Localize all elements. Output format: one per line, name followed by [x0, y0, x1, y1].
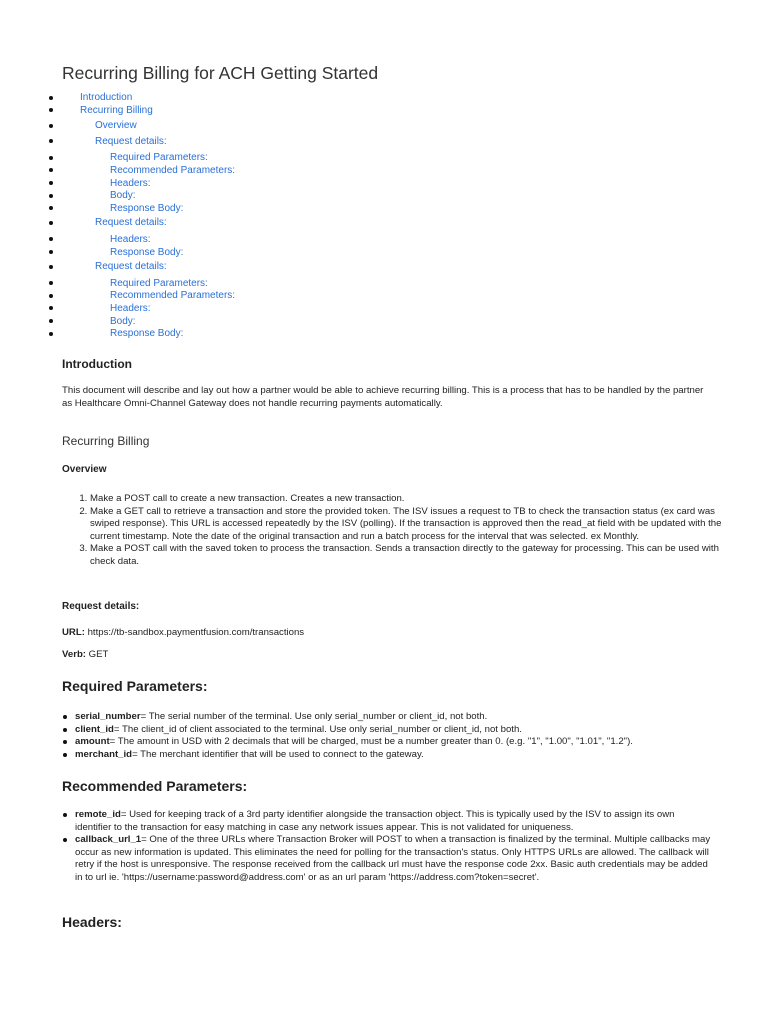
toc-link[interactable]: Request details: — [62, 261, 362, 274]
toc-link[interactable]: Body: — [62, 190, 362, 203]
recommended-parameters-heading: Recommended Parameters: — [62, 778, 248, 794]
param-item — [62, 749, 712, 762]
toc-link[interactable]: Recommended Parameters: — [62, 290, 362, 303]
overview-heading: Overview — [62, 464, 107, 475]
recurring-billing-heading: Recurring Billing — [62, 434, 150, 448]
step-item: 3. Make a POST call with the saved token to process the transaction. Sends a transaction directly to the gateway for processing. This can be used with check data. — [90, 543, 740, 568]
step-item: 1. Make a POST call to create a new transaction. Creates a new transaction. — [90, 493, 740, 506]
param-desc: = The amount in USD with 2 decimals that will be charged, must be a number greater than 0. (e.g. "1", "1.00", "1.01", "1.2"). — [109, 736, 633, 748]
toc-link[interactable]: Response Body: — [62, 328, 362, 341]
param-item — [62, 809, 712, 834]
param-item — [62, 736, 712, 749]
url-label: URL: — [62, 627, 85, 638]
url-value: https://tb-sandbox.paymentfusion.com/transactions — [84, 627, 305, 638]
toc-link[interactable]: Introduction — [62, 92, 362, 105]
param-desc: = Used for keeping track of a 3rd party identifier alongside the transaction object. This is typically used by the ISV to assign its own identifier to the transaction for easy matching in case any network issues appear. This is not validated for uniqueness. — [75, 809, 675, 833]
toc-link[interactable]: Required Parameters: — [62, 278, 362, 291]
step-item: 2. Make a GET call to retrieve a transaction and store the provided token. The ISV issues a request to TB to check the transaction status (ex card was swiped response). This URL is accessed repeatedly by the ISV (polling). If the transaction is approved then the read_at field with be updated with the current timestamp. Note the date of the original transaction and run a batch process for the interval that was selected. ex Monthly. — [90, 506, 740, 544]
toc-link[interactable]: Headers: — [62, 234, 362, 247]
toc-link[interactable]: Overview — [62, 120, 362, 133]
verb-value: GET — [86, 649, 109, 660]
toc-link[interactable]: Recommended Parameters: — [62, 165, 362, 178]
param-desc: = The serial number of the terminal. Use only serial_number or client_id, not both. — [140, 711, 488, 722]
param-name: merchant_id — [75, 748, 133, 760]
param-item — [62, 834, 712, 884]
param-desc: = The merchant identifier that will be used to connect to the gateway. — [132, 748, 424, 760]
introduction-heading: Introduction — [62, 357, 132, 371]
param-item — [62, 724, 712, 737]
page-title: Recurring Billing for ACH Getting Started — [62, 63, 379, 83]
toc-link[interactable]: Headers: — [62, 178, 362, 191]
toc-link[interactable]: Request details: — [62, 136, 362, 149]
toc-link[interactable]: Response Body: — [62, 203, 362, 216]
param-name: amount — [75, 736, 110, 748]
toc-list — [62, 92, 362, 341]
param-name: callback_url_1 — [75, 834, 142, 846]
param-desc: = One of the three URLs where Transaction Broker will POST to when a transaction is finalized by the terminal. Multiple callbacks may occur as new information is updated. This eliminates the need for polling for the transaction's status. Only HTTPS URLs are allowed. The callback will retry if the host is unresponsive. The response received from the callback url must have the response code 2xx. Basic auth credentials may be added in to url ie. 'https://username:password@address.com' or as an url param 'https://address.com?token=secret'. — [75, 834, 711, 883]
introduction-text: This document will describe and lay out how a partner would be able to achieve recurring billing. This is a process that has to be handled by the partner as Healthcare Omni-Channel Gateway does not handle recurring payments automatically. — [62, 385, 704, 409]
steps-list — [62, 493, 740, 569]
headers-heading: Headers: — [62, 914, 122, 930]
param-name: client_id — [75, 723, 114, 735]
required-parameters-list — [62, 711, 712, 761]
required-parameters-heading: Required Parameters: — [62, 678, 208, 694]
table-of-contents — [62, 92, 362, 341]
toc-link[interactable]: Required Parameters: — [62, 152, 362, 165]
toc-link[interactable]: Response Body: — [62, 247, 362, 260]
param-name: remote_id — [75, 809, 121, 820]
toc-link[interactable]: Recurring Billing — [62, 105, 362, 118]
request-details-heading: Request details: — [62, 601, 140, 612]
verb-label: Verb: — [62, 649, 86, 660]
param-item — [62, 711, 712, 724]
param-name: serial_number — [75, 711, 141, 722]
toc-link[interactable]: Headers: — [62, 303, 362, 316]
recommended-parameters-list — [62, 809, 712, 885]
url-line — [62, 627, 304, 638]
toc-link[interactable]: Body: — [62, 316, 362, 329]
verb-line — [62, 649, 108, 660]
toc-link[interactable]: Request details: — [62, 217, 362, 230]
param-desc: = The client_id of client associated to the terminal. Use only serial_number or client_id, not both. — [113, 723, 522, 735]
